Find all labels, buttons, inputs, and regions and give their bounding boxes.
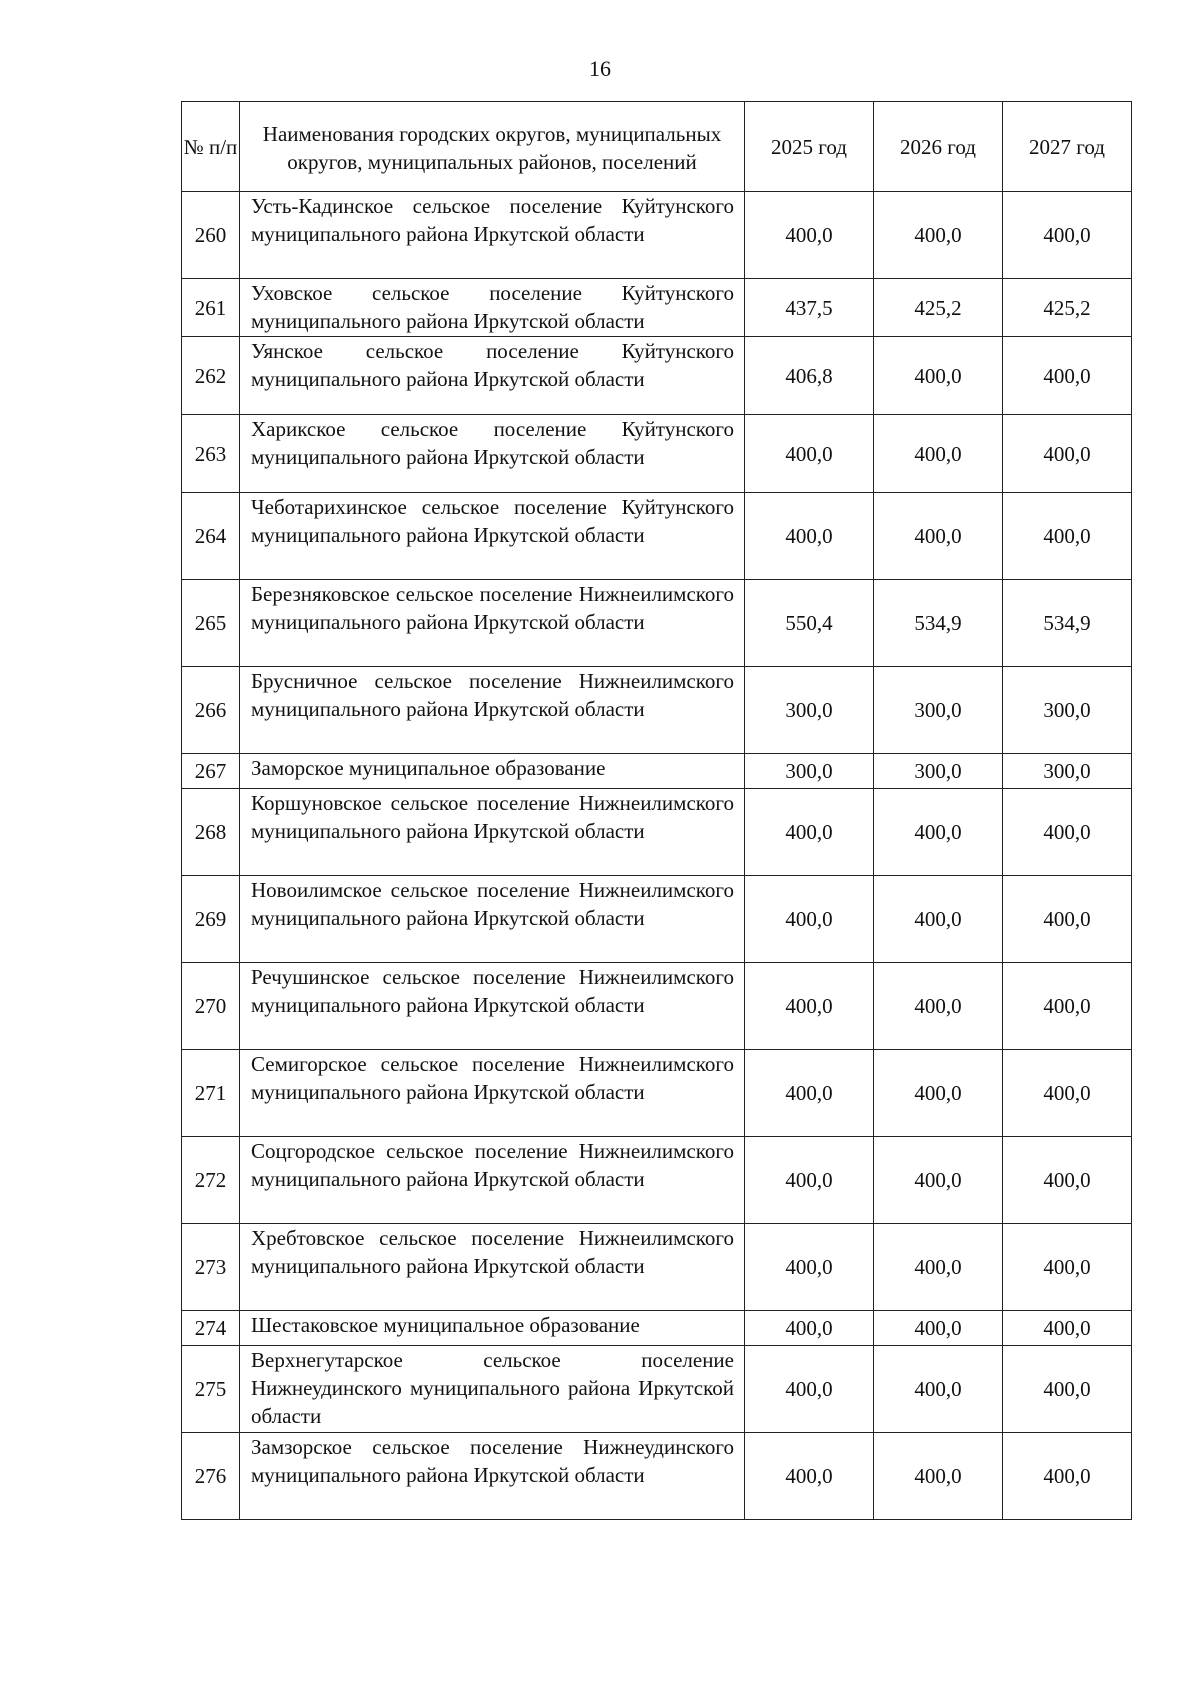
header-number: № п/п: [182, 102, 240, 192]
row-number: 270: [182, 963, 240, 1050]
value-2026: 400,0: [874, 192, 1003, 279]
value-2025: 400,0: [745, 1433, 874, 1520]
table-row: [182, 337, 1132, 415]
value-2027: 400,0: [1003, 876, 1132, 963]
value-2026: 400,0: [874, 1050, 1003, 1137]
value-2025: 400,0: [745, 1311, 874, 1346]
row-number: 264: [182, 493, 240, 580]
row-number: 266: [182, 667, 240, 754]
table-row: [182, 789, 1132, 876]
row-number: 267: [182, 754, 240, 789]
table-row: [182, 415, 1132, 493]
municipality-name: Уховское сельское поселение Куйтунского муниципального района Иркутской области: [240, 279, 745, 337]
table-row: [182, 580, 1132, 667]
value-2027: 400,0: [1003, 192, 1132, 279]
value-2027: 400,0: [1003, 1311, 1132, 1346]
value-2027: 300,0: [1003, 667, 1132, 754]
value-2025: 400,0: [745, 493, 874, 580]
value-2027: 400,0: [1003, 415, 1132, 493]
table-row: [182, 493, 1132, 580]
municipality-name: Верхнегутарское сельское поселение Нижнеудинского муниципального района Иркутской области: [240, 1346, 745, 1433]
header-name: Наименования городских округов, муниципальных округов, муниципальных районов, поселений: [240, 102, 745, 192]
municipality-name: Харикское сельское поселение Куйтунского муниципального района Иркутской области: [240, 415, 745, 493]
row-number: 275: [182, 1346, 240, 1433]
table-header-row: [182, 102, 1132, 192]
value-2025: 437,5: [745, 279, 874, 337]
table-row: [182, 1224, 1132, 1311]
table-row: [182, 279, 1132, 337]
value-2025: 400,0: [745, 876, 874, 963]
municipality-name: Чеботарихинское сельское поселение Куйтунского муниципального района Иркутской области: [240, 493, 745, 580]
value-2025: 300,0: [745, 667, 874, 754]
row-number: 272: [182, 1137, 240, 1224]
value-2025: 400,0: [745, 789, 874, 876]
value-2025: 400,0: [745, 1224, 874, 1311]
value-2026: 400,0: [874, 789, 1003, 876]
value-2026: 400,0: [874, 1346, 1003, 1433]
value-2026: 300,0: [874, 667, 1003, 754]
value-2025: 400,0: [745, 1050, 874, 1137]
table-row: [182, 876, 1132, 963]
value-2025: 400,0: [745, 192, 874, 279]
row-number: 265: [182, 580, 240, 667]
value-2026: 534,9: [874, 580, 1003, 667]
value-2027: 400,0: [1003, 789, 1132, 876]
value-2027: 300,0: [1003, 754, 1132, 789]
row-number: 271: [182, 1050, 240, 1137]
value-2025: 400,0: [745, 1137, 874, 1224]
municipality-name: Речушинское сельское поселение Нижнеилимского муниципального района Иркутской области: [240, 963, 745, 1050]
table-row: [182, 1433, 1132, 1520]
row-number: 268: [182, 789, 240, 876]
value-2027: 425,2: [1003, 279, 1132, 337]
municipality-name: Новоилимское сельское поселение Нижнеилимского муниципального района Иркутской области: [240, 876, 745, 963]
value-2026: 400,0: [874, 963, 1003, 1050]
page-number: 16: [589, 56, 611, 81]
row-number: 273: [182, 1224, 240, 1311]
row-number: 260: [182, 192, 240, 279]
table-body: [182, 192, 1132, 1520]
value-2025: 406,8: [745, 337, 874, 415]
row-number: 261: [182, 279, 240, 337]
row-number: 262: [182, 337, 240, 415]
municipality-name: Березняковское сельское поселение Нижнеилимского муниципального района Иркутской области: [240, 580, 745, 667]
value-2026: 400,0: [874, 1137, 1003, 1224]
municipality-name: Заморское муниципальное образование: [240, 754, 745, 789]
municipality-name: Хребтовское сельское поселение Нижнеилимского муниципального района Иркутской области: [240, 1224, 745, 1311]
allocation-table: [181, 101, 1132, 1520]
value-2027: 400,0: [1003, 1137, 1132, 1224]
municipality-name: Уянское сельское поселение Куйтунского муниципального района Иркутской области: [240, 337, 745, 415]
value-2027: 400,0: [1003, 1346, 1132, 1433]
row-number: 263: [182, 415, 240, 493]
value-2026: 400,0: [874, 1311, 1003, 1346]
value-2025: 550,4: [745, 580, 874, 667]
municipality-name: Коршуновское сельское поселение Нижнеилимского муниципального района Иркутской области: [240, 789, 745, 876]
row-number: 274: [182, 1311, 240, 1346]
municipality-name: Семигорское сельское поселение Нижнеилимского муниципального района Иркутской области: [240, 1050, 745, 1137]
value-2027: 400,0: [1003, 337, 1132, 415]
value-2027: 400,0: [1003, 493, 1132, 580]
value-2026: 400,0: [874, 1433, 1003, 1520]
value-2027: 400,0: [1003, 1433, 1132, 1520]
value-2026: 400,0: [874, 415, 1003, 493]
value-2027: 400,0: [1003, 963, 1132, 1050]
municipality-name: Замзорское сельское поселение Нижнеудинского муниципального района Иркутской области: [240, 1433, 745, 1520]
value-2025: 400,0: [745, 415, 874, 493]
municipality-name: Шестаковское муниципальное образование: [240, 1311, 745, 1346]
value-2025: 300,0: [745, 754, 874, 789]
table-row: [182, 1137, 1132, 1224]
value-2026: 425,2: [874, 279, 1003, 337]
value-2026: 400,0: [874, 1224, 1003, 1311]
table-row: [182, 1346, 1132, 1433]
value-2027: 400,0: [1003, 1224, 1132, 1311]
value-2027: 400,0: [1003, 1050, 1132, 1137]
value-2025: 400,0: [745, 963, 874, 1050]
municipality-name: Соцгородское сельское поселение Нижнеилимского муниципального района Иркутской области: [240, 1137, 745, 1224]
row-number: 269: [182, 876, 240, 963]
table-row: [182, 754, 1132, 789]
row-number: 276: [182, 1433, 240, 1520]
value-2027: 534,9: [1003, 580, 1132, 667]
value-2026: 300,0: [874, 754, 1003, 789]
value-2026: 400,0: [874, 337, 1003, 415]
table-row: [182, 1311, 1132, 1346]
header-year-2025: 2025 год: [745, 102, 874, 192]
table-row: [182, 667, 1132, 754]
municipality-name: Брусничное сельское поселение Нижнеилимского муниципального района Иркутской области: [240, 667, 745, 754]
municipality-name: Усть-Кадинское сельское поселение Куйтунского муниципального района Иркутской области: [240, 192, 745, 279]
table-row: [182, 192, 1132, 279]
header-year-2026: 2026 год: [874, 102, 1003, 192]
table-row: [182, 963, 1132, 1050]
table-row: [182, 1050, 1132, 1137]
value-2026: 400,0: [874, 493, 1003, 580]
header-year-2027: 2027 год: [1003, 102, 1132, 192]
value-2025: 400,0: [745, 1346, 874, 1433]
value-2026: 400,0: [874, 876, 1003, 963]
